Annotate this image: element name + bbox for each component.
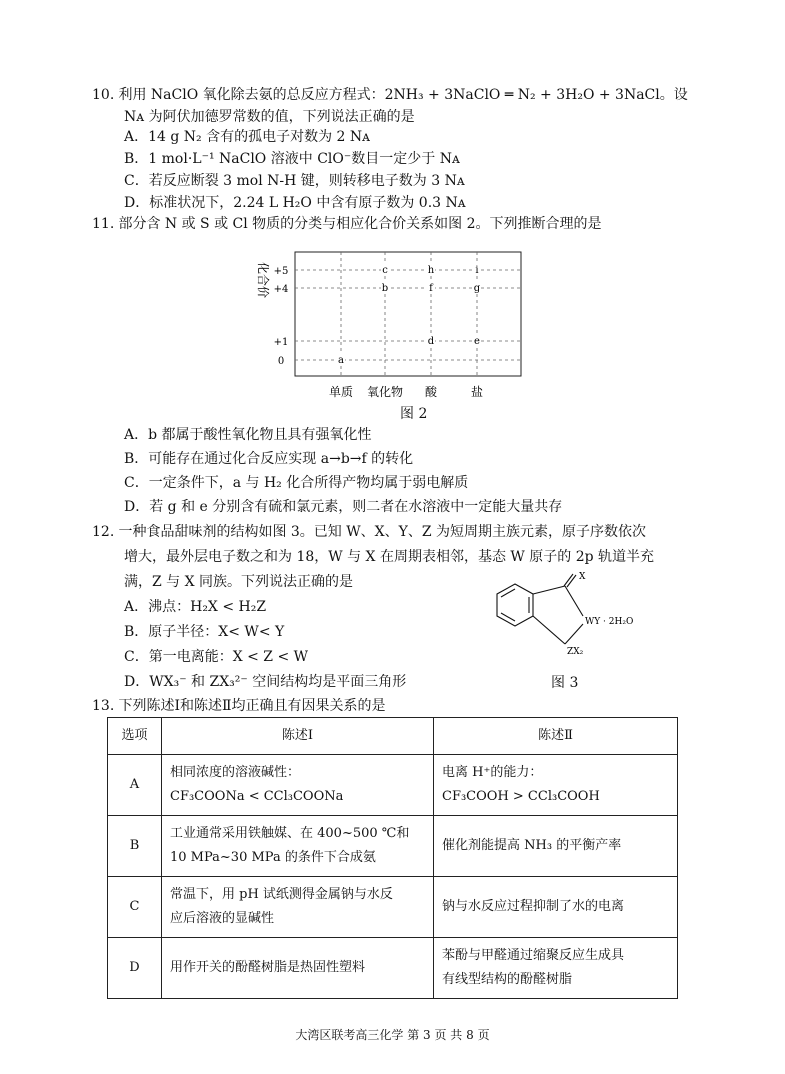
chart-y-label: 化合价	[256, 262, 270, 299]
q11-option-b: B．可能存在通过化合反应实现 a→b→f 的转化	[124, 451, 414, 467]
q10-stem-line1: 10. 利用 NaClO 氧化除去氨的总反应方程式：2NH₃ + 3NaClO ═ N₂ + 3H₂O + 3NaCl。设	[92, 87, 688, 103]
row-option: D	[108, 938, 162, 999]
point-d: d	[427, 336, 435, 347]
statement-2: 电离 H⁺的能力： CF₃COOH > CCl₃COOH	[434, 755, 678, 816]
statement-2: 苯酚与甲醛通过缩聚反应生成具 有线型结构的酚醛树脂	[434, 938, 678, 999]
y-tick-label: +4	[273, 284, 289, 295]
point-a: a	[338, 355, 344, 366]
q10-option-b: B．1 mol·L⁻¹ NaClO 溶液中 ClO⁻数目一定少于 Nᴀ	[124, 151, 460, 167]
q13-number: 13.	[92, 698, 115, 714]
row-option: C	[108, 877, 162, 938]
q10-option-a: A．14 g N₂ 含有的孤电子对数为 2 Nᴀ	[124, 129, 371, 145]
q12-stem-line3: 满，Z 与 X 同族。下列说法正确的是	[124, 574, 354, 590]
header-statement-2: 陈述Ⅱ	[434, 718, 678, 755]
header-statement-1: 陈述Ⅰ	[162, 718, 434, 755]
x-tick-label: 酸	[424, 385, 438, 399]
q11-option-d: D．若 g 和 e 分别含有硫和氯元素，则二者在水溶液中一定能大量共存	[124, 499, 563, 515]
sweetener-structure	[485, 572, 685, 662]
q10-number: 10.	[92, 87, 115, 103]
q13-stem: 13. 下列陈述Ⅰ和陈述Ⅱ均正确且有因果关系的是	[92, 698, 386, 714]
point-b: b	[381, 283, 389, 294]
structure-label-zx2: ZX₂	[567, 647, 584, 657]
point-c: c	[382, 265, 388, 276]
q10-option-d: D．标准状况下，2.24 L H₂O 中含有原子数为 0.3 Nᴀ	[124, 195, 466, 211]
statement-1: 常温下，用 pH 试纸测得金属钠与水反 应后溶液的显碱性	[162, 877, 434, 938]
point-h: h	[427, 265, 435, 276]
q11-option-a: A．b 都属于酸性氧化物且具有强氧化性	[124, 427, 372, 443]
point-e: e	[474, 336, 480, 347]
q11-option-c: C．一定条件下，a 与 H₂ 化合所得产物均属于弱电解质	[124, 475, 469, 491]
structure-label-x: X	[579, 572, 586, 582]
chart-points	[337, 264, 481, 366]
statement-2: 催化剂能提高 NH₃ 的平衡产率	[434, 816, 678, 877]
row-option: B	[108, 816, 162, 877]
q12-option-d: D．WX₃⁻ 和 ZX₃²⁻ 空间结构均是平面三角形	[124, 674, 407, 690]
q11-stem: 11. 部分含 N 或 S 或 Cl 物质的分类与相应化合价关系如图 2。下列推断合理的是	[92, 216, 602, 232]
q11-number: 11.	[92, 216, 115, 232]
statement-2: 钠与水反应过程抑制了水的电离	[434, 877, 678, 938]
x-tick-label: 氧化物	[366, 385, 404, 399]
y-tick-label: +5	[273, 266, 289, 277]
q10-stem-line2: Nᴀ 为阿伏加德罗常数的值，下列说法正确的是	[124, 109, 415, 125]
q12-stem-line2: 增大，最外层电子数之和为 18，W 与 X 在周期表相邻，基态 W 原子的 2p 轨道半充	[124, 549, 655, 565]
statement-1: 工业通常采用铁触媒、在 400~500 ℃和 10 MPa~30 MPa 的条件下合成氨	[162, 816, 434, 877]
table-row	[108, 877, 678, 938]
row-option: A	[108, 755, 162, 816]
q12-option-b: B．原子半径：X< W< Y	[124, 624, 285, 640]
header-option: 选项	[108, 718, 162, 755]
q12-option-c: C．第一电离能：X < Z < W	[124, 649, 309, 665]
point-f: f	[429, 283, 433, 294]
figure2-caption: 图 2	[400, 406, 428, 422]
q12-stem-line1: 12. 一种食品甜味剂的结构如图 3。已知 W、X、Y、Z 为短周期主族元素，原子序数依次	[92, 524, 647, 540]
table-row	[108, 755, 678, 816]
table-row	[108, 816, 678, 877]
statement-1: 用作开关的酚醛树脂是热固性塑料	[162, 938, 434, 999]
x-tick-label: 单质	[328, 385, 354, 399]
y-tick-label: 0	[277, 356, 285, 367]
point-i: i	[475, 265, 479, 276]
table-header-row	[108, 718, 678, 755]
chart-frame	[295, 252, 521, 376]
q10-option-c: C．若反应断裂 3 mol N-H 键，则转移电子数为 3 Nᴀ	[124, 173, 465, 189]
q13-table	[107, 717, 678, 999]
statement-1: 相同浓度的溶液碱性： CF₃COONa < CCl₃COONa	[162, 755, 434, 816]
chart-x-ticks	[329, 384, 483, 399]
y-tick-label: +1	[273, 337, 289, 348]
table-row	[108, 938, 678, 999]
q12-option-a: A．沸点：H₂X < H₂Z	[124, 599, 267, 615]
chart-grid	[295, 252, 521, 376]
valence-chart	[245, 248, 535, 408]
page-footer: 大湾区联考高三化学 第 3 页 共 8 页	[295, 1028, 490, 1042]
x-tick-label: 盐	[470, 385, 484, 399]
structure-label-wy: WY · 2H₂O	[585, 617, 634, 627]
chart-y-ticks	[274, 266, 289, 367]
q12-number: 12.	[92, 524, 115, 540]
point-g: g	[473, 283, 481, 294]
figure3-caption: 图 3	[551, 675, 579, 691]
